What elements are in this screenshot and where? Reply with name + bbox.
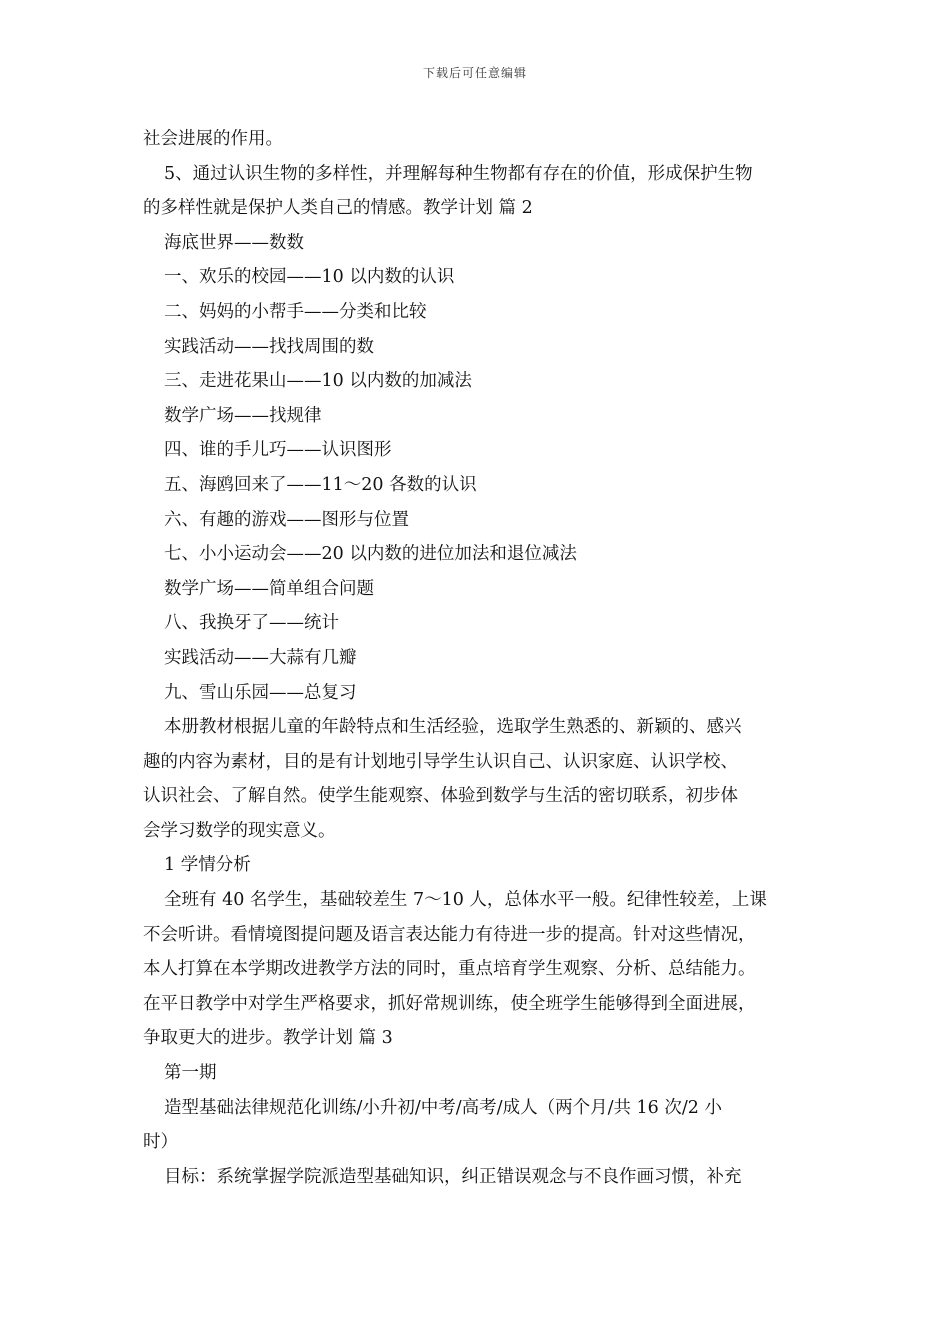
text-line: 海底世界——数数 <box>164 232 304 253</box>
text-line: 本册教材根据儿童的年龄特点和生活经验，选取学生熟悉的、新颖的、感兴 <box>164 717 742 738</box>
text-line: 造型基础法律规范化训练/小升初/中考/高考/成人（两个月/共 16 次/2 小 <box>164 1097 722 1118</box>
text-line: 七、小小运动会——20 以内数的进位加法和退位减法 <box>164 544 577 565</box>
text-line: 第一期 <box>164 1063 217 1084</box>
text-line: 争取更大的进步。教学计划 篇 3 <box>143 1028 393 1049</box>
text-line: 数学广场——简单组合问题 <box>164 578 374 599</box>
text-line: 5、通过认识生物的多样性，并理解每种生物都有存在的价值，形成保护生物 <box>164 163 753 184</box>
text-line: 的多样性就是保护人类自己的情感。教学计划 篇 2 <box>143 198 533 219</box>
text-line: 社会进展的作用。 <box>143 129 283 149</box>
document-body <box>143 122 819 1194</box>
text-line: 全班有 40 名学生，基础较差生 7～10 人，总体水平一般。纪律性较差，上课 <box>164 890 767 911</box>
text-line: 不会听讲。看情境图提问题及语言表达能力有待进一步的提高。针对这些情况， <box>143 924 756 945</box>
text-line: 实践活动——大蒜有几瓣 <box>164 647 357 668</box>
text-line: 目标：系统掌握学院派造型基础知识，纠正错误观念与不良作画习惯，补充 <box>164 1166 742 1187</box>
text-line: 九、雪山乐园——总复习 <box>164 682 357 703</box>
text-line: 趣的内容为素材，目的是有计划地引导学生认识自己、认识家庭、认识学校、 <box>143 751 738 772</box>
text-line: 1 学情分析 <box>164 855 251 876</box>
text-line: 在平日教学中对学生严格要求，抓好常规训练，使全班学生能够得到全面进展， <box>143 993 756 1014</box>
text-line: 本人打算在本学期改进教学方法的同时，重点培育学生观察、分析、总结能力。 <box>143 959 756 980</box>
text-line: 三、走进花果山——10 以内数的加减法 <box>164 371 472 392</box>
text-line: 时） <box>143 1132 178 1153</box>
text-line: 实践活动——找找周围的数 <box>164 336 374 357</box>
text-line: 五、海鸥回来了——11～20 各数的认识 <box>164 474 477 495</box>
text-line: 一、欢乐的校园——10 以内数的认识 <box>164 267 455 288</box>
page-header: 下载后可任意编辑 <box>422 66 527 80</box>
text-line: 二、妈妈的小帮手——分类和比较 <box>164 301 427 322</box>
text-line: 会学习数学的现实意义。 <box>143 820 336 841</box>
text-line: 四、谁的手儿巧——认识图形 <box>164 440 392 461</box>
text-line: 六、有趣的游戏——图形与位置 <box>164 509 409 530</box>
text-line: 数学广场——找规律 <box>164 405 322 426</box>
text-line: 八、我换牙了——统计 <box>164 613 339 634</box>
text-line: 认识社会、了解自然。使学生能观察、体验到数学与生活的密切联系，初步体 <box>143 786 738 807</box>
